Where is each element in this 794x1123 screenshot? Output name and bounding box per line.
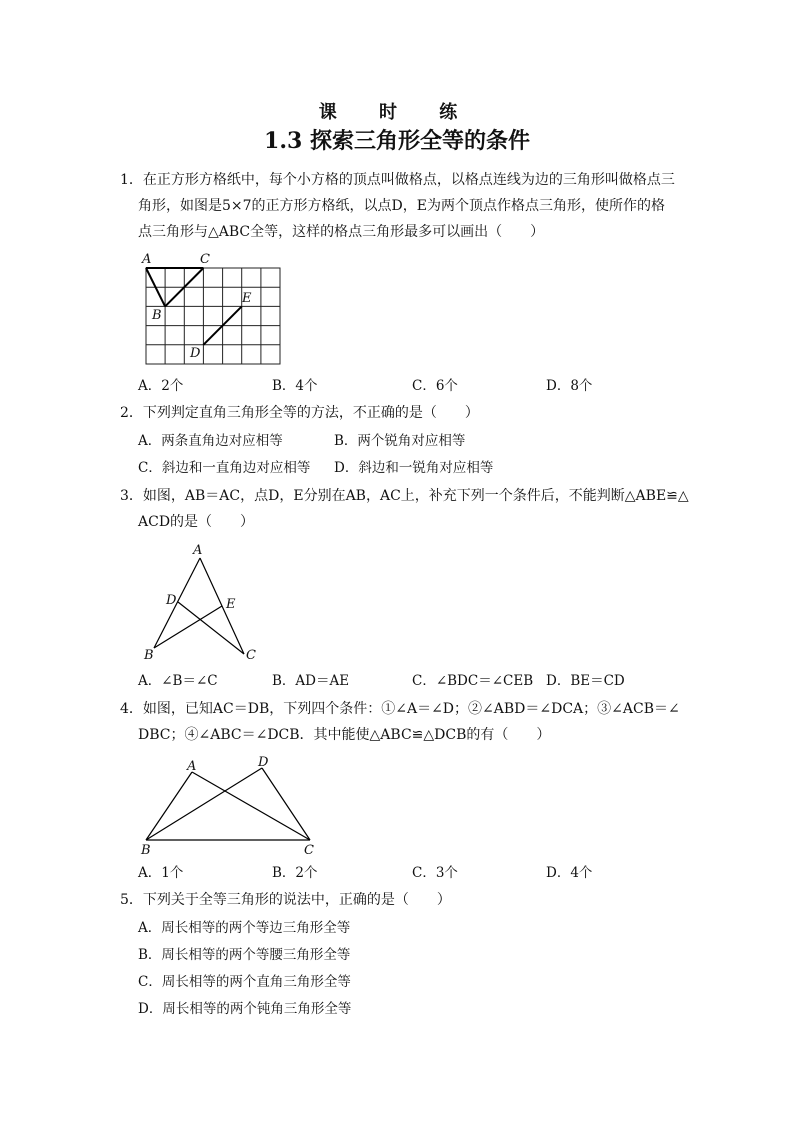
q3-line-1: 3．如图，AB＝AC，点D，E分别在AB，AC上，补充下列一个条件后，不能判断△ABE≌△ — [120, 488, 689, 504]
q1-label-c: C — [200, 252, 210, 267]
q3-option-c[interactable]: C．∠BDC＝∠CEB — [412, 673, 534, 689]
q1-option-c[interactable]: C．6个 — [412, 378, 458, 394]
q4-option-a[interactable]: A．1个 — [138, 865, 184, 881]
q3-option-b[interactable]: B．AD＝AE — [272, 673, 350, 689]
q1-option-b[interactable]: B．4个 — [272, 378, 318, 394]
q3-side-ab — [154, 558, 200, 648]
q2-option-c[interactable]: C．斜边和一直角边对应相等 — [138, 460, 311, 476]
page-title: 课 时 练 — [318, 102, 476, 123]
q3-label-c: C — [246, 648, 256, 663]
q3-label-b: B — [144, 648, 154, 663]
q5-option-b[interactable]: B．周长相等的两个等腰三角形全等 — [138, 947, 351, 963]
q4-option-d[interactable]: D．4个 — [546, 865, 593, 881]
q1-line-1: 1．在正方形方格纸中，每个小方格的顶点叫做格点，以格点连线为边的三角形叫做格点三 — [120, 172, 675, 188]
q3-triangle-figure — [138, 542, 268, 666]
q4-label-b: B — [141, 843, 151, 858]
q4-side-ab — [146, 772, 192, 840]
q4-side-ac — [192, 772, 310, 840]
q4-line-1: 4．如图，已知AC＝DB，下列四个条件：①∠A＝∠D；②∠ABD＝∠DCA；③∠ACB＝∠ — [120, 701, 680, 717]
q3-option-a[interactable]: A．∠B＝∠C — [138, 673, 218, 689]
q4-option-c[interactable]: C．3个 — [412, 865, 458, 881]
q4-line-2: DBC；④∠ABC＝∠DCB．其中能使△ABC≌△DCB的有（ ） — [138, 727, 551, 743]
q4-side-dc — [262, 768, 310, 840]
q1-option-a[interactable]: A．2个 — [138, 378, 184, 394]
q3-label-e: E — [226, 597, 236, 612]
q4-triangle-figure — [136, 754, 326, 858]
q2-option-a[interactable]: A．两条直角边对应相等 — [138, 433, 283, 449]
q2-option-b[interactable]: B．两个锐角对应相等 — [334, 433, 466, 449]
q2-option-d[interactable]: D．斜边和一锐角对应相等 — [334, 460, 494, 476]
q5-line-1: 5．下列关于全等三角形的说法中，正确的是（ ） — [120, 892, 451, 908]
q4-label-c: C — [304, 843, 314, 858]
q1-line-2: 角形，如图是5×7的正方形方格纸，以点D，E为两个顶点作格点三角形，使所作的格 — [138, 198, 665, 214]
q2-line-1: 2．下列判定直角三角形全等的方法，不正确的是（ ） — [120, 405, 479, 421]
q4-option-b[interactable]: B．2个 — [272, 865, 318, 881]
q4-label-a: A — [187, 759, 197, 774]
q1-label-b: B — [152, 308, 162, 323]
q5-option-a[interactable]: A．周长相等的两个等边三角形全等 — [138, 920, 351, 936]
q1-option-d[interactable]: D．8个 — [546, 378, 593, 394]
q5-option-c[interactable]: C．周长相等的两个直角三角形全等 — [138, 974, 351, 990]
q1-grid-figure — [138, 250, 288, 366]
q1-grid-lines — [146, 268, 280, 364]
q1-label-e: E — [242, 291, 252, 306]
q5-option-d[interactable]: D．周长相等的两个钝角三角形全等 — [138, 1001, 352, 1017]
q1-line-3: 点三角形与△ABC全等，这样的格点三角形最多可以画出（ ） — [138, 224, 545, 240]
q3-line-2: ACD的是（ ） — [138, 514, 255, 530]
q4-label-d: D — [258, 755, 269, 770]
q1-label-d: D — [190, 346, 201, 361]
q3-option-d[interactable]: D．BE＝CD — [546, 673, 625, 689]
q3-label-d: D — [166, 593, 177, 608]
q1-label-a: A — [142, 252, 152, 267]
page-subtitle: 1.3 探索三角形全等的条件 — [264, 128, 530, 154]
q3-label-a: A — [193, 543, 203, 558]
